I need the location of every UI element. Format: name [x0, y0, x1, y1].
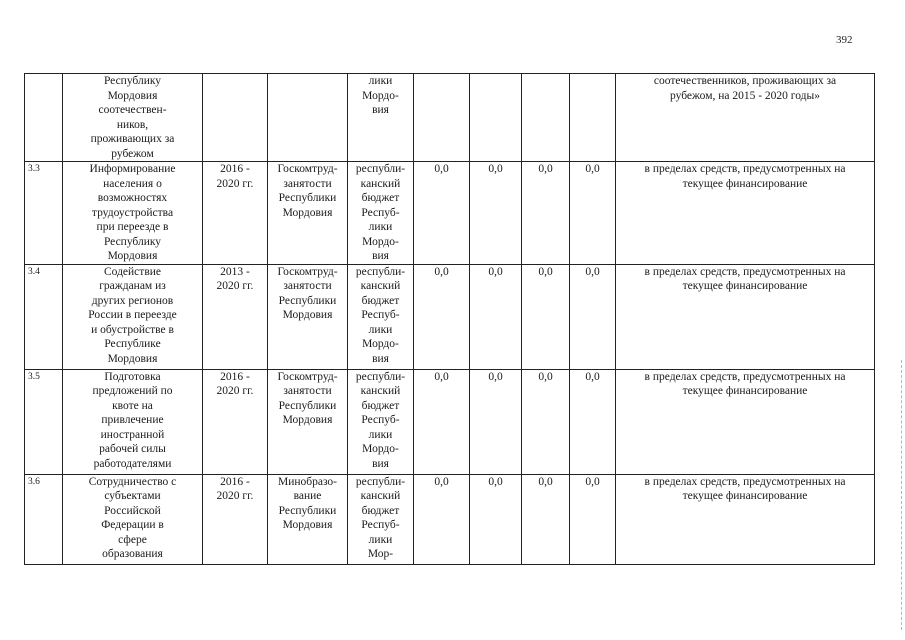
table-row — [25, 474, 875, 564]
cell-value-4: 0,0 — [570, 162, 616, 265]
cell-note: соотечественников, проживающих за рубежом, на 2015 - 2020 годы» — [616, 74, 875, 162]
cell-budget: лики Мордо- вия — [348, 74, 414, 162]
cell-value-2: 0,0 — [470, 264, 522, 369]
cell-note: в пределах средств, предусмотренных на текущее финансирование — [616, 162, 875, 265]
cell-value-4: 0,0 — [570, 264, 616, 369]
cell-period: 2013 - 2020 гг. — [203, 264, 268, 369]
scan-margin-marks — [897, 360, 902, 630]
cell-num: 3.3 — [25, 162, 63, 265]
cell-value-2: 0,0 — [470, 369, 522, 474]
cell-period: 2016 - 2020 гг. — [203, 162, 268, 265]
cell-num: 3.5 — [25, 369, 63, 474]
cell-value-4: 0,0 — [570, 369, 616, 474]
program-table — [24, 73, 875, 565]
cell-budget: республи- канский бюджет Респуб- лики Мордо- вия — [348, 369, 414, 474]
cell-period — [203, 74, 268, 162]
cell-name: Подготовка предложений по квоте на привлечение иностранной рабочей силы работодателями — [63, 369, 203, 474]
cell-value-1: 0,0 — [414, 369, 470, 474]
page-number: 392 — [836, 34, 853, 46]
table-row-continuation — [25, 74, 875, 162]
cell-value-3 — [522, 74, 570, 162]
cell-value-1 — [414, 74, 470, 162]
cell-value-4 — [570, 74, 616, 162]
cell-name: Содействие гражданам из других регионов России в переезде и обустройстве в Республике Мордовия — [63, 264, 203, 369]
cell-period: 2016 - 2020 гг. — [203, 474, 268, 564]
cell-value-3: 0,0 — [522, 474, 570, 564]
cell-num: 3.4 — [25, 264, 63, 369]
cell-budget: республи- канский бюджет Респуб- лики Мор- — [348, 474, 414, 564]
table-row — [25, 369, 875, 474]
cell-value-3: 0,0 — [522, 162, 570, 265]
cell-note: в пределах средств, предусмотренных на текущее финансирование — [616, 369, 875, 474]
cell-note: в пределах средств, предусмотренных на текущее финансирование — [616, 264, 875, 369]
cell-note: в пределах средств, предусмотренных на текущее финансирование — [616, 474, 875, 564]
cell-value-3: 0,0 — [522, 369, 570, 474]
cell-value-1: 0,0 — [414, 474, 470, 564]
cell-value-1: 0,0 — [414, 264, 470, 369]
cell-period: 2016 - 2020 гг. — [203, 369, 268, 474]
cell-value-2 — [470, 74, 522, 162]
cell-executor: Госкомтруд- занятости Республики Мордовия — [268, 162, 348, 265]
cell-value-3: 0,0 — [522, 264, 570, 369]
cell-num: 3.6 — [25, 474, 63, 564]
cell-value-1: 0,0 — [414, 162, 470, 265]
table-row — [25, 162, 875, 265]
cell-executor: Госкомтруд- занятости Республики Мордовия — [268, 369, 348, 474]
cell-executor — [268, 74, 348, 162]
cell-name: Информирование населения о возможностях трудоустройства при переезде в Республику Мордовия — [63, 162, 203, 265]
cell-executor: Госкомтруд- занятости Республики Мордовия — [268, 264, 348, 369]
table-row — [25, 264, 875, 369]
cell-value-4: 0,0 — [570, 474, 616, 564]
cell-budget: республи- канский бюджет Респуб- лики Мордо- вия — [348, 162, 414, 265]
cell-value-2: 0,0 — [470, 162, 522, 265]
cell-name: Сотрудничество с субъектами Российской Федерации в сфере образования — [63, 474, 203, 564]
cell-executor: Минобразо- вание Республики Мордовия — [268, 474, 348, 564]
cell-budget: республи- канский бюджет Респуб- лики Мордо- вия — [348, 264, 414, 369]
cell-name: Республику Мордовия соотечествен- ников, проживающих за рубежом — [63, 74, 203, 162]
cell-num — [25, 74, 63, 162]
cell-value-2: 0,0 — [470, 474, 522, 564]
